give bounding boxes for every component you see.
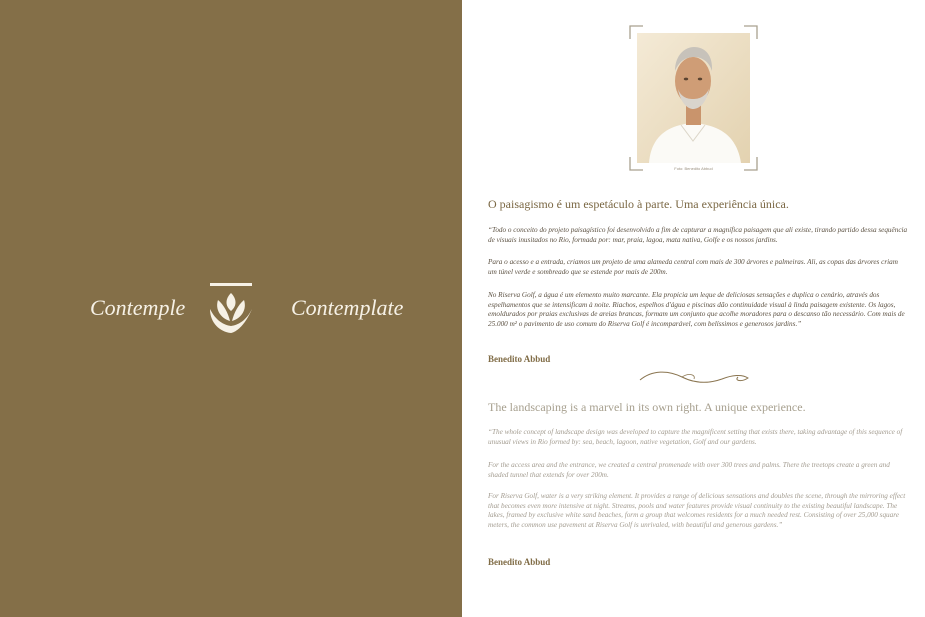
english-title: The landscaping is a marvel in its own right. A unique experience. xyxy=(488,400,806,414)
pt-author: Benedito Abbud xyxy=(488,354,551,364)
en-author: Benedito Abbud xyxy=(488,557,551,567)
photo-caption: Foto: Benedito Abbud xyxy=(674,166,713,171)
en-paragraph-1: “The whole concept of landscape design was developed to capture the magnificent setting that exists there, taking advantage of this sequence of unusual views in Rio formed by: sea, beach, lagoon, native vegetation, Golf and our gardens. xyxy=(488,428,903,446)
portrait-illustration xyxy=(637,33,750,163)
lotus-leaf-icon xyxy=(208,291,254,335)
en-paragraph-3: For Riserva Golf, water is a very striking element. It provides a range of delicious sensations and doubles the scene, through the mirroring effect that becomes even more intensive at night. Streams, pools and water features provide visual continuity to the existing beautiful landscape. The lakes, framed by exclusive white sand beaches, form a group that welcomes residents for a much needed rest. Consisting of over 25,000 square meters, the common use pavement at Riserva Golf is unrivaled, with beautiful and generous gardens.” xyxy=(488,492,906,529)
portuguese-title: O paisagismo é um espetáculo à parte. Uma experiência única. xyxy=(488,197,789,211)
logo-bar xyxy=(210,283,252,286)
flourish-divider-icon xyxy=(638,368,750,388)
pt-paragraph-3: No Riserva Golf, a água é um elemento muito marcante. Ela propicia um leque de deliciosas sensações e duplica o cenário, através dos espelhamentos que se intensificam à noite. Riachos, espelhos d'água e piscinas dão continuidade visual à linda paisagem existente. Os lagos, emoldurados por praias exclusivas de areias brancas, formam um conjunto que acolhe moradores para o descanso tão necessário. Com mais de 25.000 m² o pavimento de uso comum do Riserva Golf é incomparável, com belíssimos e generosos jardins.” xyxy=(488,291,905,328)
word-contemple: Contemple xyxy=(90,295,186,320)
author-portrait xyxy=(637,33,750,163)
pt-paragraph-2: Para o acesso e a entrada, criamos um projeto de uma alameda central com mais de 300 árvores e palmeiras. Ali, as copas das árvores criam um túnel verde e sombreado que se estende por mais de 200m. xyxy=(488,258,898,276)
en-paragraph-2: For the access area and the entrance, we created a central promenade with over 300 trees and palms. There the treetops create a green and shaded tunnel that extends for over 200m. xyxy=(488,461,890,479)
pt-paragraph-1: “Todo o conceito do projeto paisagístico foi desenvolvido a fim de capturar a magnífica paisagem que ali existe, tirando partido dessa sequência de visuais inusitados no Rio, formada por: mar, praia, lagoa, mata nativa, Golfe e os nossos jardins. xyxy=(488,226,908,244)
word-contemplate: Contemplate xyxy=(291,295,404,320)
